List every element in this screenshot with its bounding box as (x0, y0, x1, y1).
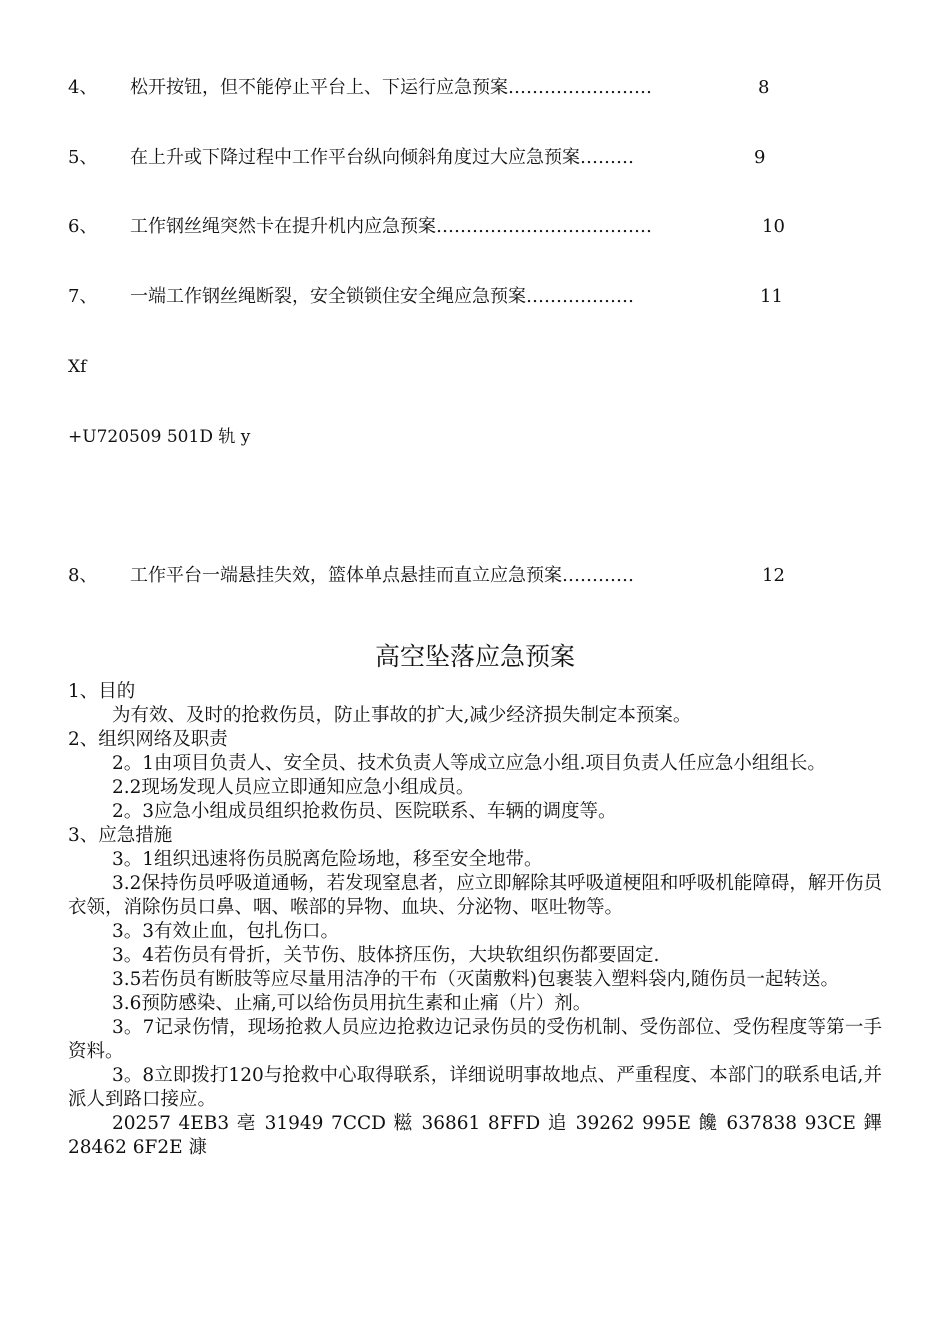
encoded-text-line: Xf (68, 357, 87, 377)
toc-entry-5[interactable] (68, 146, 766, 170)
toc-entry-number: 7、 (68, 286, 98, 307)
toc-entry-page: 8 (758, 77, 770, 98)
heading-organization: 2、组织网络及职责 (68, 729, 228, 750)
toc-entry-number: 6、 (68, 216, 98, 237)
paragraph: 3。1组织迅速将伤员脱离危险场地，移至安全地带。 (112, 849, 543, 870)
section-title: 高空坠落应急预案 (374, 642, 575, 671)
encoded-text-line: +U720509 501D 轨 y (68, 427, 251, 447)
toc-entry-text: 松开按钮，但不能停止平台上、下运行应急预案…………………… (130, 77, 652, 98)
toc-entry-7[interactable] (68, 285, 783, 309)
toc-entry-page: 11 (760, 286, 783, 307)
toc-entry-page: 10 (762, 216, 785, 237)
paragraph: 2。3应急小组成员组织抢救伤员、医院联系、车辆的调度等。 (112, 801, 617, 822)
document-body (68, 680, 882, 1160)
toc-entry-page: 12 (762, 565, 785, 586)
heading-measures: 3、应急措施 (68, 825, 173, 846)
toc-entry-6[interactable] (68, 215, 785, 239)
toc-entry-page: 9 (754, 147, 766, 168)
toc-entry-text: 工作钢丝绳突然卡在提升机内应急预案……………………………… (130, 216, 652, 237)
toc-entry-4[interactable] (68, 76, 770, 100)
toc-entry-number: 4、 (68, 77, 98, 98)
paragraph: 3。4若伤员有骨折，关节伤、肢体挤压伤，大块软组织伤都要固定. (112, 945, 660, 966)
encoded-text-paragraph: 20257 4EB3 亳 31949 7CCD 糍 36861 8FFD 追 39262 995E 饞 637838 93CE 鏎 28462 6F2E 漮 (68, 1113, 882, 1158)
paragraph: 为有效、及时的抢救伤员，防止事故的扩大,减少经济损失制定本预案。 (112, 705, 692, 726)
paragraph: 2.2现场发现人员应立即通知应急小组成员。 (112, 777, 475, 798)
paragraph: 2。1由项目负责人、安全员、技术负责人等成立应急小组.项目负责人任应急小组组长。 (112, 753, 826, 774)
paragraph: 3。8立即拨打120与抢救中心取得联系，详细说明事故地点、严重程度、本部门的联系电话,并派人到路口接应。 (68, 1065, 882, 1110)
paragraph: 3.2保持伤员呼吸道通畅，若发现窒息者，应立即解除其呼吸道梗阻和呼吸机能障碍，解开伤员衣领，消除伤员口鼻、咽、喉部的异物、血块、分泌物、呕吐物等。 (68, 873, 882, 918)
paragraph: 3。7记录伤情，现场抢救人员应边抢救边记录伤员的受伤机制、受伤部位、受伤程度等第一手资料。 (68, 1017, 882, 1062)
toc-entry-8[interactable] (68, 564, 785, 588)
paragraph: 3.5若伤员有断肢等应尽量用洁净的干布（灭菌敷料)包裹装入塑料袋内,随伤员一起转送。 (112, 969, 840, 990)
paragraph: 3.6预防感染、止痛,可以给伤员用抗生素和止痛（片）剂。 (112, 993, 592, 1014)
toc-entry-number: 8、 (68, 565, 98, 586)
toc-entry-text: 在上升或下降过程中工作平台纵向倾斜角度过大应急预案……… (130, 147, 634, 168)
heading-purpose: 1、目的 (68, 681, 136, 702)
toc-entry-number: 5、 (68, 147, 98, 168)
toc-entry-text: 工作平台一端悬挂失效，篮体单点悬挂而直立应急预案………… (130, 565, 634, 586)
toc-entry-text: 一端工作钢丝绳断裂，安全锁锁住安全绳应急预案……………… (130, 286, 634, 307)
paragraph: 3。3有效止血，包扎伤口。 (112, 921, 340, 942)
